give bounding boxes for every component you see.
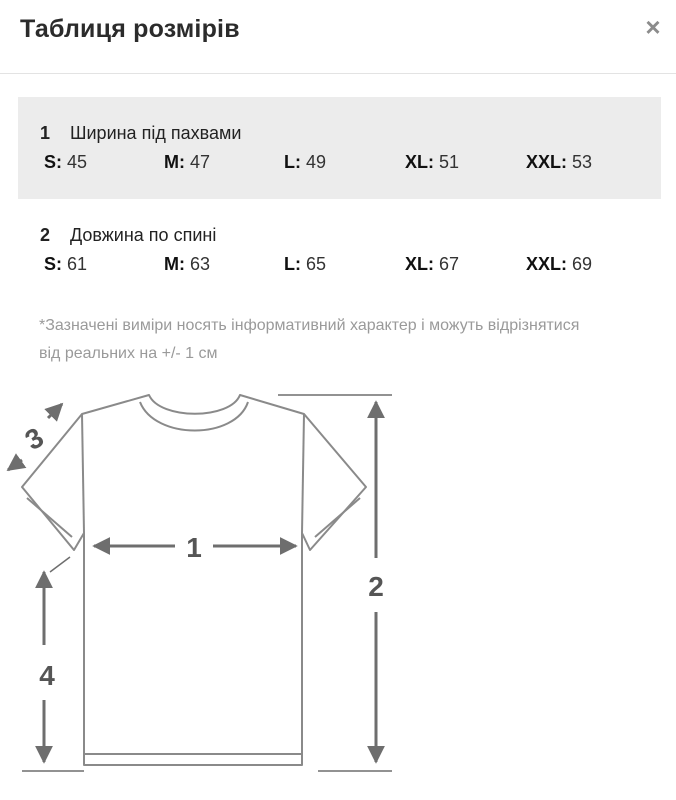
size-value-s <box>44 152 87 173</box>
size-value-xxl <box>526 152 592 173</box>
size-number: 53 <box>572 152 593 172</box>
size-name: S: <box>44 254 62 274</box>
size-value-m <box>164 254 210 275</box>
size-number: 61 <box>67 254 88 274</box>
measurement-arrows <box>8 395 392 771</box>
size-value-m <box>164 152 210 173</box>
measurement-number: 1 <box>40 123 51 143</box>
size-number: 67 <box>439 254 460 274</box>
size-name: XL: <box>405 254 434 274</box>
diagram-label-1: 1 <box>186 532 202 563</box>
size-name: XXL: <box>526 254 568 274</box>
size-value-xl <box>405 254 459 275</box>
size-number: 49 <box>306 152 327 172</box>
measurement-row-width <box>18 97 661 199</box>
measurement-heading <box>40 225 216 246</box>
size-value-s <box>44 254 87 275</box>
diagram-label-2: 2 <box>368 571 384 602</box>
size-name: XL: <box>405 152 434 172</box>
diagram-label-3: 3 <box>19 421 49 457</box>
size-number: 47 <box>190 152 211 172</box>
size-name: L: <box>284 254 301 274</box>
size-value-xxl <box>526 254 592 275</box>
size-number: 63 <box>190 254 211 274</box>
modal-title: Таблиця розмірів <box>20 15 240 43</box>
size-name: M: <box>164 152 185 172</box>
size-name: S: <box>44 152 62 172</box>
measurement-label: Довжина по спині <box>70 225 217 245</box>
diagram-label-4: 4 <box>39 660 55 691</box>
size-value-l <box>284 152 326 173</box>
disclaimer-note: *Зазначені виміри носять інформативний характер і можуть відрізнятися від реальних на +/- 1 см <box>39 317 580 362</box>
measurement-label: Ширина під пахвами <box>70 123 242 143</box>
size-number: 51 <box>439 152 460 172</box>
size-name: XXL: <box>526 152 568 172</box>
size-number: 65 <box>306 254 327 274</box>
measurement-number: 2 <box>40 225 51 245</box>
tshirt-measurement-diagram <box>0 380 676 800</box>
size-value-l <box>284 254 326 275</box>
size-name: M: <box>164 254 185 274</box>
measurement-heading <box>40 123 241 144</box>
size-name: L: <box>284 152 301 172</box>
modal-header <box>0 0 676 74</box>
size-number: 69 <box>572 254 593 274</box>
tshirt-outline <box>19 395 366 765</box>
measurement-row-length <box>18 199 661 291</box>
close-icon[interactable]: × <box>645 12 661 42</box>
size-value-xl <box>405 152 459 173</box>
size-number: 45 <box>67 152 88 172</box>
